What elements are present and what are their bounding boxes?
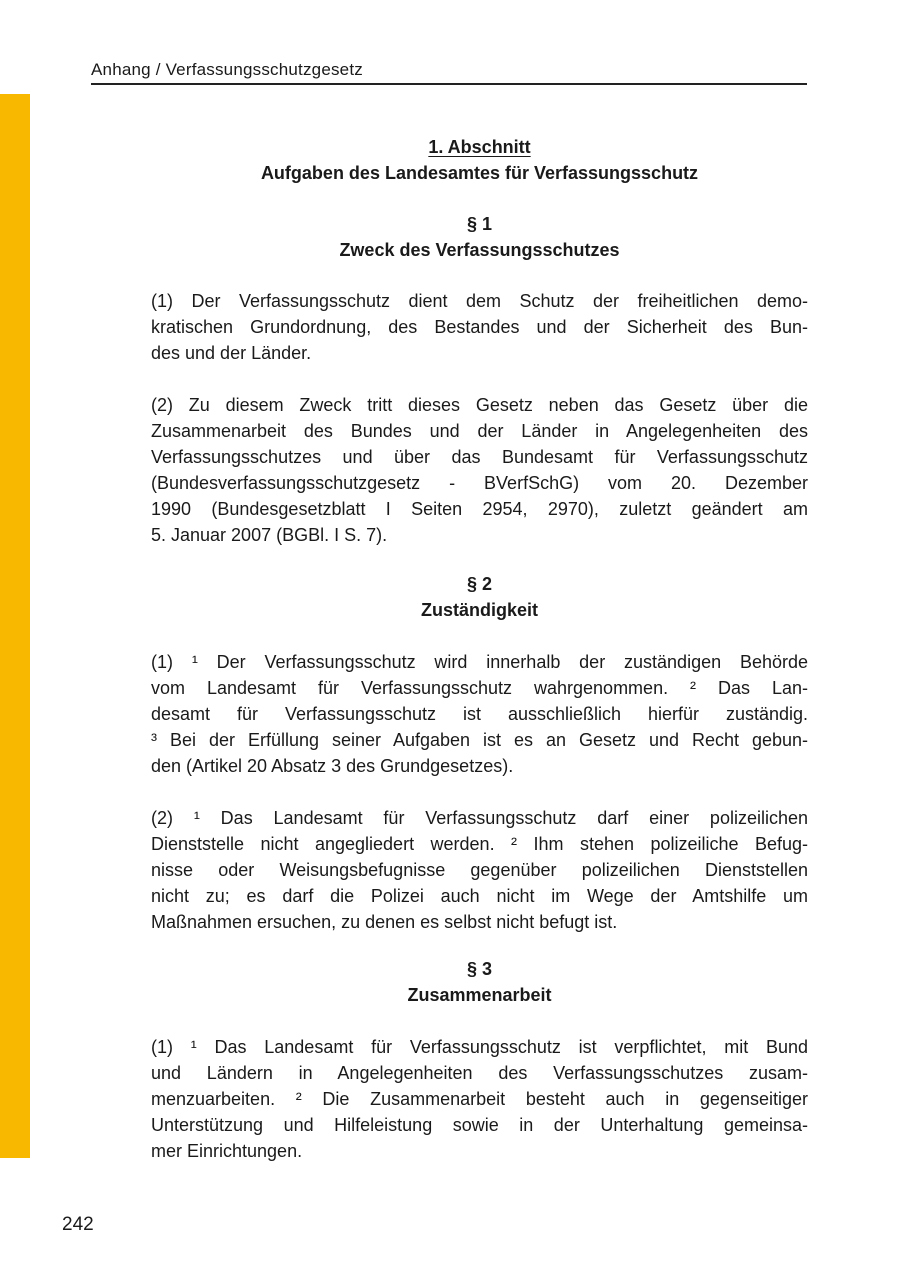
paragraph-title: Zuständigkeit — [420, 600, 538, 620]
text-line: (1) ¹ Der Verfassungsschutz wird innerhalb der zuständigen Behörde — [151, 652, 808, 672]
yellow-margin-bar — [0, 94, 30, 1158]
text-line: Unterstützung und Hilfeleistung sowie in der Unterhaltung gemeinsa- — [151, 1115, 808, 1135]
text-line: Zusammenarbeit des Bundes und der Länder in Angelegenheiten des — [151, 421, 808, 441]
paragraph-sign: § 3 — [466, 959, 493, 979]
text-line: Verfassungsschutzes und über das Bundesamt für Verfassungsschutz — [151, 447, 808, 467]
text-line: desamt für Verfassungsschutz ist ausschließlich hierfür zuständig. — [151, 704, 808, 724]
paragraph-heading — [151, 571, 808, 623]
text-line: menzuarbeiten. ² Die Zusammenarbeit besteht auch in gegenseitiger — [151, 1089, 808, 1109]
running-header: Anhang / Verfassungsschutzgesetz — [91, 60, 363, 79]
paragraph-heading — [151, 956, 808, 1008]
text-line: (1) ¹ Das Landesamt für Verfassungsschutz ist verpflichtet, mit Bund — [151, 1037, 808, 1057]
text-line: ³ Bei der Erfüllung seiner Aufgaben ist es an Gesetz und Recht gebun- — [151, 730, 808, 750]
subsection-text — [151, 805, 808, 935]
text-line: Dienststelle nicht angegliedert werden. ² Ihm stehen polizeiliche Befug- — [151, 834, 808, 854]
subsection-text — [151, 1034, 808, 1164]
subsection-text — [151, 392, 808, 548]
paragraph-sign: § 1 — [466, 214, 493, 234]
section-heading — [151, 134, 808, 186]
section-title: Aufgaben des Landesamtes für Verfassungsschutz — [260, 163, 699, 183]
paragraph-heading — [151, 211, 808, 263]
text-line: des und der Länder. — [151, 343, 312, 363]
text-line: (Bundesverfassungsschutzgesetz - BVerfSchG) vom 20. Dezember — [151, 473, 808, 493]
section-number: 1. Abschnitt — [428, 137, 531, 157]
text-line: (2) Zu diesem Zweck tritt dieses Gesetz neben das Gesetz über die — [151, 395, 808, 415]
text-line: mer Einrichtungen. — [151, 1141, 303, 1161]
subsection-text — [151, 649, 808, 779]
text-line: (2) ¹ Das Landesamt für Verfassungsschutz darf einer polizeilichen — [151, 808, 808, 828]
text-line: 1990 (Bundesgesetzblatt I Seiten 2954, 2970), zuletzt geändert am — [151, 499, 808, 519]
text-line: nisse oder Weisungsbefugnisse gegenüber polizeilichen Dienststellen — [151, 860, 808, 880]
text-line: nicht zu; es darf die Polizei auch nicht im Wege der Amtshilfe um — [151, 886, 808, 906]
text-line: kratischen Grundordnung, des Bestandes und der Sicherheit des Bun- — [151, 317, 808, 337]
text-line: Maßnahmen ersuchen, zu denen es selbst nicht befugt ist. — [151, 912, 618, 932]
text-line: (1) Der Verfassungsschutz dient dem Schutz der freiheitlichen demo- — [151, 291, 808, 311]
text-line: und Ländern in Angelegenheiten des Verfassungsschutzes zusam- — [151, 1063, 808, 1083]
subsection-text — [151, 288, 808, 366]
header-rule — [91, 83, 807, 85]
page-number: 242 — [62, 1214, 94, 1235]
paragraph-title: Zweck des Verfassungsschutzes — [339, 240, 620, 260]
text-line: den (Artikel 20 Absatz 3 des Grundgesetzes). — [151, 756, 514, 776]
paragraph-sign: § 2 — [466, 574, 493, 594]
text-line: vom Landesamt für Verfassungsschutz wahrgenommen. ² Das Lan- — [151, 678, 808, 698]
text-line: 5. Januar 2007 (BGBl. I S. 7). — [151, 525, 388, 545]
paragraph-title: Zusammenarbeit — [407, 985, 552, 1005]
